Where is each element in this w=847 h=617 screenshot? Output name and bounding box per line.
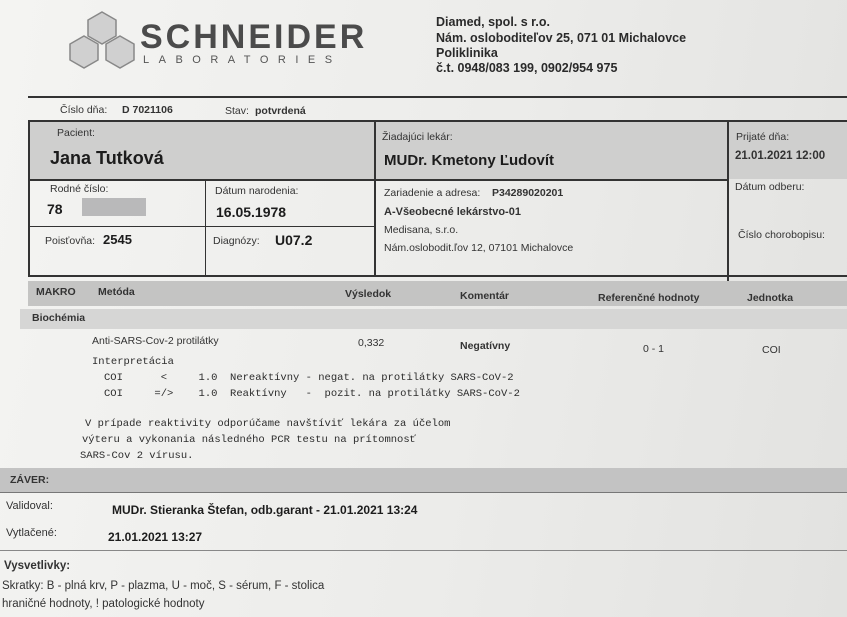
divider bbox=[28, 96, 847, 98]
divider bbox=[727, 121, 729, 281]
skratky-text: Skratky: B - plná krv, P - plazma, U - moč, S - sérum, F - stolica bbox=[2, 580, 325, 592]
col-referencne: Referenčné hodnoty bbox=[598, 292, 700, 304]
cislo-dna-label: Číslo dňa: bbox=[60, 104, 108, 116]
datum-narodenia-value: 16.05.1978 bbox=[216, 204, 287, 220]
vytlacene-value: 21.01.2021 13:27 bbox=[108, 530, 203, 544]
divider bbox=[28, 179, 728, 181]
section-biochemia: Biochémia bbox=[32, 312, 86, 324]
col-makro: MAKRO bbox=[36, 286, 76, 298]
divider bbox=[28, 275, 847, 277]
diagnoza-value: U07.2 bbox=[275, 232, 313, 248]
lab-phone: č.t. 0948/083 199, 0902/954 975 bbox=[436, 61, 618, 75]
interpretation-line: SARS-Cov 2 vírusu. bbox=[80, 450, 194, 462]
poistovna-value: 2545 bbox=[103, 232, 132, 247]
divider bbox=[28, 120, 847, 122]
validoval-label: Validoval: bbox=[6, 500, 53, 512]
prijate-label: Prijaté dňa: bbox=[736, 131, 790, 143]
ziadajuci-label: Žiadajúci lekár: bbox=[382, 131, 453, 143]
rodne-label: Rodné číslo: bbox=[50, 183, 109, 195]
brand-name: SCHNEIDER bbox=[140, 18, 368, 56]
interpretation-line: výteru a vykonania následného PCR testu na prítomnosť bbox=[82, 434, 416, 446]
pacient-name: Jana Tutková bbox=[50, 148, 164, 168]
interpretation-line: Interpretácia bbox=[92, 356, 174, 368]
datum-odberu-label: Dátum odberu: bbox=[735, 181, 805, 193]
col-vysledok: Výsledok bbox=[345, 288, 392, 300]
zaver-band bbox=[0, 468, 847, 492]
zariadenie-label: Zariadenie a adresa: bbox=[384, 187, 481, 199]
chorobopis-label: Číslo chorobopisu: bbox=[738, 229, 825, 241]
result-unit: COI bbox=[762, 344, 781, 356]
pacient-label: Pacient: bbox=[57, 127, 95, 139]
lab-facility: Poliklinika bbox=[436, 46, 498, 60]
section-band bbox=[20, 309, 847, 329]
rodne-value: 78 bbox=[47, 201, 63, 217]
validoval-value: MUDr. Stieranka Štefan, odb.garant - 21.01.2021 13:24 bbox=[112, 503, 418, 517]
ziadajuci-value: MUDr. Kmetony Ľudovít bbox=[384, 152, 555, 169]
redacted-block bbox=[82, 198, 146, 216]
result-reference: 0 - 1 bbox=[643, 343, 665, 355]
hranicne-text: hraničné hodnoty, ! patologické hodnoty bbox=[2, 598, 205, 610]
divider bbox=[0, 492, 847, 493]
column-header-band bbox=[28, 281, 847, 306]
result-value: 0,332 bbox=[358, 337, 385, 349]
divider bbox=[28, 226, 374, 227]
poistovna-label: Poisťovňa: bbox=[45, 235, 96, 247]
datum-narodenia-label: Dátum narodenia: bbox=[215, 185, 299, 197]
col-jednotka: Jednotka bbox=[747, 292, 794, 304]
result-comment: Negatívny bbox=[460, 340, 511, 352]
stav-value: potvrdená bbox=[255, 105, 306, 117]
zaver-label: ZÁVER: bbox=[10, 474, 50, 486]
divider bbox=[0, 550, 847, 551]
vytlacene-label: Vytlačené: bbox=[6, 527, 57, 539]
zariadenie-line2: A-Všeobecné lekárstvo-01 bbox=[384, 206, 521, 218]
divider bbox=[374, 121, 376, 276]
brand-subtitle: LABORATORIES bbox=[143, 54, 342, 66]
divider bbox=[28, 120, 30, 276]
lab-company: Diamed, spol. s r.o. bbox=[436, 15, 550, 29]
cislo-dna-value: D 7021106 bbox=[122, 104, 173, 116]
lab-address: Nám. osloboditeľov 25, 071 01 Michalovce bbox=[436, 31, 687, 45]
col-metoda: Metóda bbox=[98, 286, 135, 298]
zariadenie-code: P34289020201 bbox=[492, 187, 564, 199]
interpretation-line: COI =/> 1.0 Reaktívny - pozit. na protilátky SARS-CoV-2 bbox=[104, 388, 520, 400]
col-komentar: Komentár bbox=[460, 290, 510, 302]
hexagon-logo-icon bbox=[62, 10, 142, 72]
diagnoza-label: Diagnózy: bbox=[213, 235, 260, 247]
interpretation-line: V prípade reaktivity odporúčame navštíviť lekára za účelom bbox=[85, 418, 451, 430]
stav-label: Stav: bbox=[225, 105, 249, 117]
prijate-value: 21.01.2021 12:00 bbox=[735, 150, 826, 162]
divider bbox=[205, 179, 206, 276]
result-name: Anti-SARS-Cov-2 protilátky bbox=[92, 335, 219, 347]
zariadenie-line4: Nám.oslobodit.ľov 12, 07101 Michalovce bbox=[384, 242, 574, 254]
interpretation-line: COI < 1.0 Nereaktívny - negat. na protilátky SARS-CoV-2 bbox=[104, 372, 514, 384]
zariadenie-line3: Medisana, s.r.o. bbox=[384, 224, 459, 236]
vysvetlivky-label: Vysvetlivky: bbox=[4, 560, 71, 572]
